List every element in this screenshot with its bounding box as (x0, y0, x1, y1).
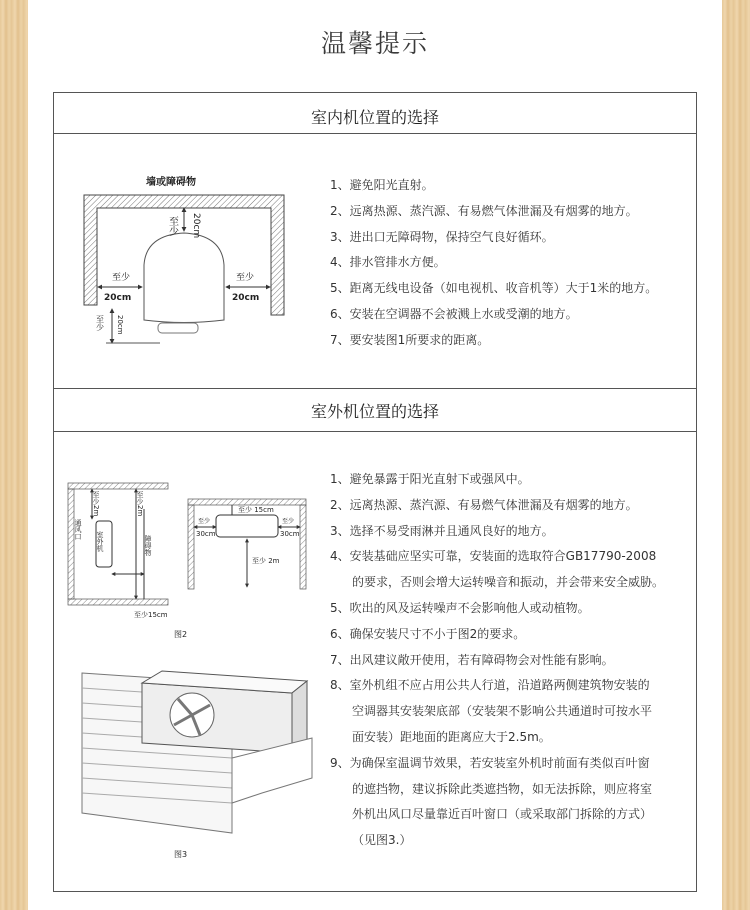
list-item: 5、距离无线电设备（如电视机、收音机等）大于1米的地方。 (330, 281, 658, 296)
list-item: 9、为确保室温调节效果，若安装室外机时前面有类似百叶窗 (330, 755, 650, 770)
right-min-label: 至少 (236, 273, 255, 283)
list-item: 8、室外机组不应占用公共人行道，沿道路两侧建筑物安装的 (330, 678, 650, 693)
elev-right-top-label: 至少2m (136, 491, 144, 517)
right-dist-label: 20cm (232, 293, 260, 303)
outdoor-heading: 室外机位置的选择 (310, 402, 439, 421)
elev-unit-label: 室外机 (96, 531, 104, 552)
list-item: 6、安装在空调器不会被溅上水或受潮的地方。 (330, 306, 578, 321)
list-item: 1、避免暴露于阳光直射下或强风中。 (330, 472, 530, 486)
indoor-unit-foot (158, 323, 198, 333)
list-item: 7、出风建议敞开使用，若有障碍物会对性能有影响。 (330, 652, 614, 667)
list-item: 5、吹出的风及运转噪声不会影响他人或动植物。 (330, 600, 590, 615)
top-dist-label: 20cm (191, 213, 201, 239)
fig2-caption: 图2 (174, 630, 188, 639)
fig3-caption: 图3 (174, 850, 188, 859)
plan-right-dist-label: 30cm (280, 530, 300, 538)
list-item-continuation: 空调器其安装架底部（安装架不影响公共通道时可按水平 (352, 704, 653, 719)
bottom-min-label: 至少 (95, 315, 105, 331)
plan-left-min-label: 至少 (198, 518, 211, 525)
list-item: 6、确保安装尺寸不小于图2的要求。 (330, 626, 526, 641)
left-dist-label: 20cm (104, 293, 132, 303)
elev-vent-label: 通风口 (74, 519, 82, 540)
list-item-continuation: 的要求，否则会增大运转噪音和振动，并会带来安全威胁。 (352, 575, 665, 590)
plan-right-min-label: 至少 (282, 518, 295, 525)
outdoor-heading-divider (54, 431, 696, 432)
list-item-continuation: 外机出风口尽量靠近百叶窗口（或采取部门拆除的方式） (352, 807, 653, 822)
wood-border-right (722, 0, 750, 910)
page-title: 温馨提示 (320, 29, 429, 58)
list-item-continuation: 面安装）距地面的距离应大于2.5m。 (352, 729, 551, 744)
left-min-label: 至少 (112, 273, 131, 283)
plan-wall-left (188, 505, 194, 589)
list-item: 2、远离热源、蒸汽源、有易燃气体泄漏及有烟雾的地方。 (330, 497, 638, 512)
elev-wall-left (68, 489, 74, 599)
elev-wall-top (68, 483, 168, 489)
plan-wall-right (300, 505, 306, 589)
indoor-heading: 室内机位置的选择 (310, 108, 439, 127)
bottom-dist-label: 20cm (116, 315, 124, 335)
fig2-diagram (66, 479, 316, 639)
top-min-label: 至少 (166, 216, 178, 236)
outdoor-unit-box (142, 683, 292, 753)
wall-label: 墙或障碍物 (146, 177, 196, 188)
indoor-unit-outline (144, 233, 224, 323)
indoor-heading-divider (54, 133, 696, 134)
list-item-continuation: （见图3.） (352, 833, 412, 848)
plan-bottom-label: 至少 2m (252, 557, 280, 565)
indoor-requirements-list (330, 173, 657, 354)
list-item: 3、选择不易受雨淋并且通风良好的地方。 (330, 523, 554, 538)
notice-frame (53, 92, 697, 892)
list-item-continuation: 的遮挡物，建议拆除此类遮挡物，如无法拆除，则应将室 (352, 781, 653, 796)
elev-ground (68, 599, 168, 605)
elev-bottom-label: 至少15cm (134, 611, 168, 619)
fig3-illustration (82, 663, 312, 859)
elev-obstacle-label: 障碍物 (144, 535, 152, 556)
plan-outdoor-unit (216, 515, 278, 537)
elev-left-top-label: 至少2m (92, 491, 100, 517)
list-item: 2、远离热源、蒸汽源、有易燃气体泄漏及有烟雾的地方。 (330, 203, 638, 218)
list-item: 7、要安装图1所要求的距离。 (330, 332, 490, 347)
list-item: 4、排水管排水方便。 (330, 255, 446, 270)
outdoor-top-divider (54, 388, 696, 389)
wood-border-left (0, 0, 28, 910)
plan-top-label: 至少 15cm (238, 506, 274, 514)
outdoor-requirements-list (330, 467, 664, 854)
list-item: 3、进出口无障碍物，保持空气良好循环。 (330, 229, 554, 244)
plan-wall-top (188, 499, 306, 505)
list-item: 4、安装基础应坚实可靠，安装面的选取符合GB17790-2008 (330, 549, 657, 564)
plan-left-dist-label: 30cm (196, 530, 216, 538)
indoor-diagram (76, 175, 306, 360)
list-item: 1、避免阳光直射。 (330, 178, 434, 192)
